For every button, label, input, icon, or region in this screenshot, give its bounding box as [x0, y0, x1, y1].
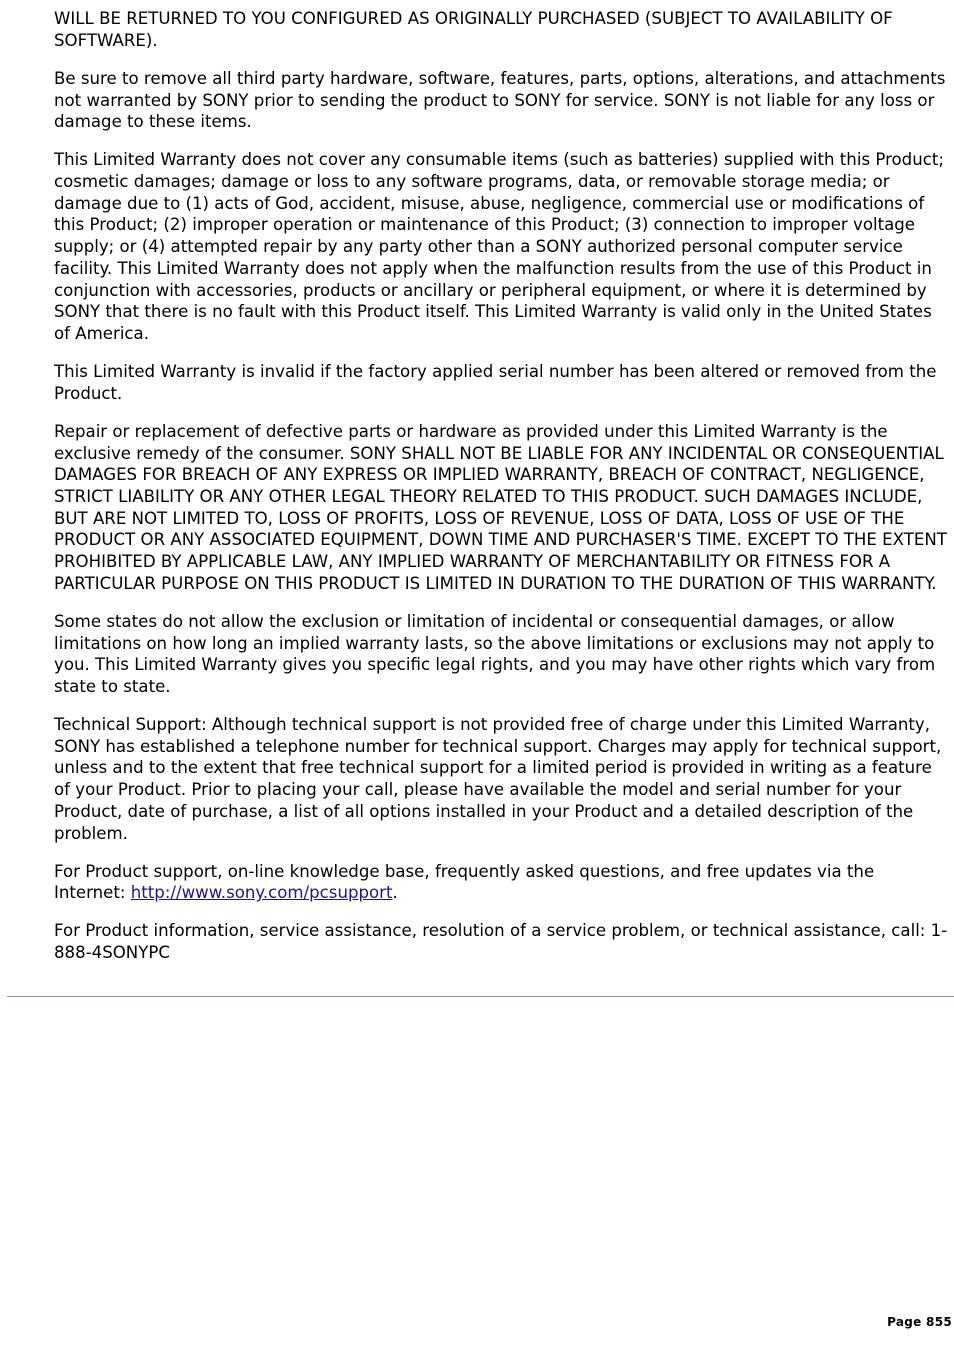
paragraph-return-configuration: WILL BE RETURNED TO YOU CONFIGURED AS ORIGINALLY PURCHASED (SUBJECT TO AVAILABILITY OF SOFTWARE). [54, 9, 893, 50]
pcsupport-link[interactable]: http://www.sony.com/pcsupport [130, 883, 393, 903]
paragraph-technical-support: Technical Support: Although technical support is not provided free of charge under this Limited Warranty, SONY has established a telephone number for technical support. Charges may apply for technical support, unless and to the extent that free technical support for a limited period is provided in writing as a feature of your Product. Prior to placing your call, please have available the model and serial number for your Product, date of purchase, a list of all options installed in your Product and a detailed description of the problem. [54, 715, 942, 843]
paragraph-warranty-exclusions: This Limited Warranty does not cover any consumable items (such as batteries) supplied with this Product; cosmetic damages; damage or loss to any software programs, data, or removable storage media; or damage due to (1) acts of God, accident, misuse, abuse, negligence, commercial use or modifications of this Product; (2) improper operation or maintenance of this Product; (3) connection to improper voltage supply; or (4) attempted repair by any party other than a SONY authorized personal computer service facility. This Limited Warranty does not apply when the malfunction results from the use of this Product in conjunction with accessories, products or ancillary or peripheral equipment, or where it is determined by SONY that there is no fault with this Product itself. This Limited Warranty is valid only in the United States of America. [54, 150, 944, 343]
horizontal-divider [7, 996, 954, 997]
paragraph-remove-third-party: Be sure to remove all third party hardware, software, features, parts, options, alterations, and attachments not warranted by SONY prior to sending the product to SONY for service. SONY is not liable for any loss or damage to these items. [54, 68, 946, 132]
paragraph-internet-support [54, 861, 950, 904]
internet-support-text: For Product support, on-line knowledge base, frequently asked questions, and free updates via the Internet: [54, 861, 875, 903]
page-number: Page 855 [887, 1315, 952, 1329]
document-body [54, 8, 950, 980]
internet-support-period: . [392, 883, 398, 903]
paragraph-phone-support: For Product information, service assistance, resolution of a service problem, or technical assistance, call: 1-888-4SONYPC [54, 921, 948, 963]
paragraph-liability-limits: Repair or replacement of defective parts or hardware as provided under this Limited Warranty is the exclusive remedy of the consumer. SONY SHALL NOT BE LIABLE FOR ANY INCIDENTAL OR CONSEQUENTIAL DAMAGES FOR BREACH OF ANY EXPRESS OR IMPLIED WARRANTY, BREACH OF CONTRACT, NEGLIGENCE, STRICT LIABILITY OR ANY OTHER LEGAL THEORY RELATED TO THIS PRODUCT. SUCH DAMAGES INCLUDE, BUT ARE NOT LIMITED TO, LOSS OF PROFITS, LOSS OF REVENUE, LOSS OF DATA, LOSS OF USE OF THE PRODUCT OR ANY ASSOCIATED EQUIPMENT, DOWN TIME AND PURCHASER'S TIME. EXCEPT TO THE EXTENT PROHIBITED BY APPLICABLE LAW, ANY IMPLIED WARRANTY OF MERCHANTABILITY OR FITNESS FOR A PARTICULAR PURPOSE ON THIS PRODUCT IS LIMITED IN DURATION TO THE DURATION OF THIS WARRANTY. [54, 421, 947, 593]
paragraph-serial-number: This Limited Warranty is invalid if the factory applied serial number has been altered or removed from the Product. [54, 362, 937, 403]
paragraph-state-rights: Some states do not allow the exclusion or limitation of incidental or consequential damages, or allow limitations on how long an implied warranty lasts, so the above limitations or exclusions may not apply to you. This Limited Warranty gives you specific legal rights, and you may have other rights which vary from state to state. [54, 611, 936, 696]
